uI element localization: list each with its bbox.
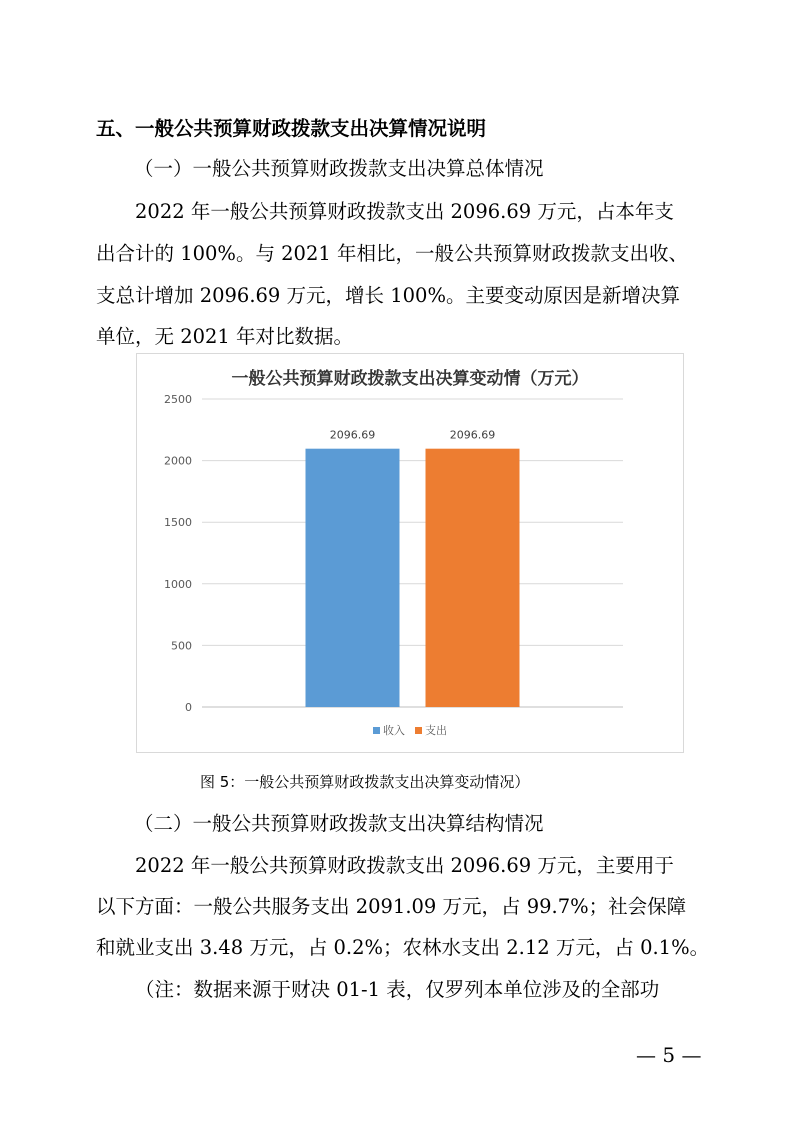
legend-label: 支出	[425, 724, 447, 737]
y-tick-label: 1000	[164, 577, 192, 591]
paragraph-line: 2022 年一般公共预算财政拨款支出 2096.69 万元，主要用于	[135, 854, 674, 877]
paragraph-line: 支总计增加 2096.69 万元，增长 100%。主要变动原因是新增决算	[96, 284, 680, 307]
paragraph-line: （注：数据来源于财决 01-1 表，仅罗列本单位涉及的全部功	[135, 978, 660, 1001]
legend-label: 收入	[383, 724, 405, 737]
y-tick-label: 500	[171, 639, 192, 653]
y-tick-label: 2500	[164, 393, 192, 406]
bar-chart	[136, 353, 684, 753]
figure-caption: 图 5：一般公共预算财政拨款支出决算变动情况）	[200, 773, 530, 791]
paragraph-line: 出合计的 100%。与 2021 年相比，一般公共预算财政拨款支出收、	[96, 242, 688, 265]
section-title: 五、一般公共预算财政拨款支出决算情况说明	[96, 117, 487, 140]
y-tick-label: 2000	[164, 454, 192, 468]
legend-swatch	[415, 727, 422, 734]
paragraph-line: 2022 年一般公共预算财政拨款支出 2096.69 万元，占本年支	[135, 200, 674, 223]
data-labels	[330, 429, 496, 442]
bar-income	[306, 449, 400, 707]
chart-title: 一般公共预算财政拨款支出决算变动情（万元）	[231, 369, 589, 389]
y-tick-label: 1500	[164, 516, 192, 530]
page-number: — 5 —	[636, 1043, 702, 1067]
y-tick-labels	[164, 393, 192, 714]
subsection-title-2: （二）一般公共预算财政拨款支出决算结构情况	[134, 812, 544, 835]
chart-svg	[137, 354, 683, 752]
grid-lines	[202, 399, 623, 707]
paragraph-line: 单位，无 2021 年对比数据。	[96, 325, 354, 348]
bars	[306, 449, 520, 707]
legend	[373, 723, 447, 737]
y-tick-label: 0	[185, 701, 192, 714]
bar-expense	[426, 449, 520, 707]
subsection-title-1: （一）一般公共预算财政拨款支出决算总体情况	[134, 157, 544, 180]
data-label: 2096.69	[449, 428, 496, 442]
legend-swatch	[373, 727, 380, 734]
paragraph-line: 和就业支出 3.48 万元，占 0.2%；农林水支出 2.12 万元，占 0.1%。	[96, 936, 710, 959]
data-label: 2096.69	[329, 428, 376, 442]
paragraph-line: 以下方面：一般公共服务支出 2091.09 万元，占 99.7%；社会保障	[96, 895, 687, 918]
